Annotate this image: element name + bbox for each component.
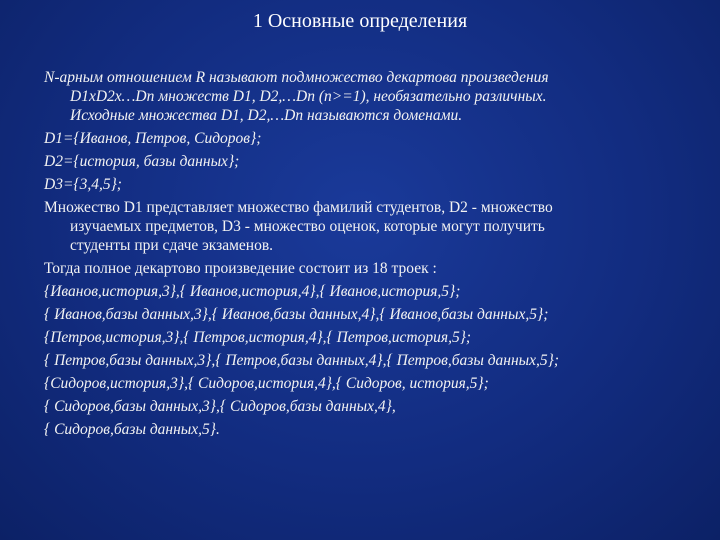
triple-row: {Сидоров,история,3},{ Сидоров,история,4},{ Сидоров, история,5}; — [44, 375, 489, 392]
explanation-line-3: студенты при сдаче экзаменов. — [70, 237, 274, 254]
triple-row: {Петров,история,3},{ Петров,история,4},{ Петров,история,5}; — [44, 329, 472, 346]
slide-title: 1 Основные определения — [252, 10, 468, 32]
triple-row: { Сидоров,базы данных,5}. — [44, 421, 220, 438]
triple-row: {Иванов,история,3},{ Иванов,история,4},{ Иванов,история,5}; — [44, 283, 461, 300]
explanation-line-1: Множество D1 представляет множество фамилий студентов, D2 - множество — [44, 199, 553, 216]
definition-line-2: D1xD2x…Dn множеств D1, D2,…Dn (n>=1), необязательно различных. — [70, 88, 547, 105]
definition-line-3: Исходные множества D1, D2,…Dn называются доменами. — [70, 107, 463, 124]
explanation-line-2: изучаемых предметов, D3 - множество оценок, которые могут получить — [70, 218, 545, 235]
triple-row: { Иванов,базы данных,3},{ Иванов,базы данных,4},{ Иванов,базы данных,5}; — [44, 306, 549, 323]
domain-d3: D3={3,4,5}; — [44, 176, 122, 193]
definition-line-1: N-арным отношением R называют подмножество декартова произведения — [44, 69, 549, 86]
domain-d2: D2={история, базы данных}; — [44, 153, 240, 170]
triple-row: { Сидоров,базы данных,3},{ Сидоров,базы данных,4}, — [44, 398, 396, 415]
triple-row: { Петров,базы данных,3},{ Петров,базы данных,4},{ Петров,базы данных,5}; — [44, 352, 560, 369]
domain-d1: D1={Иванов, Петров, Сидоров}; — [44, 130, 262, 147]
product-intro: Тогда полное декартово произведение состоит из 18 троек : — [44, 260, 437, 277]
slide-body — [44, 68, 694, 439]
